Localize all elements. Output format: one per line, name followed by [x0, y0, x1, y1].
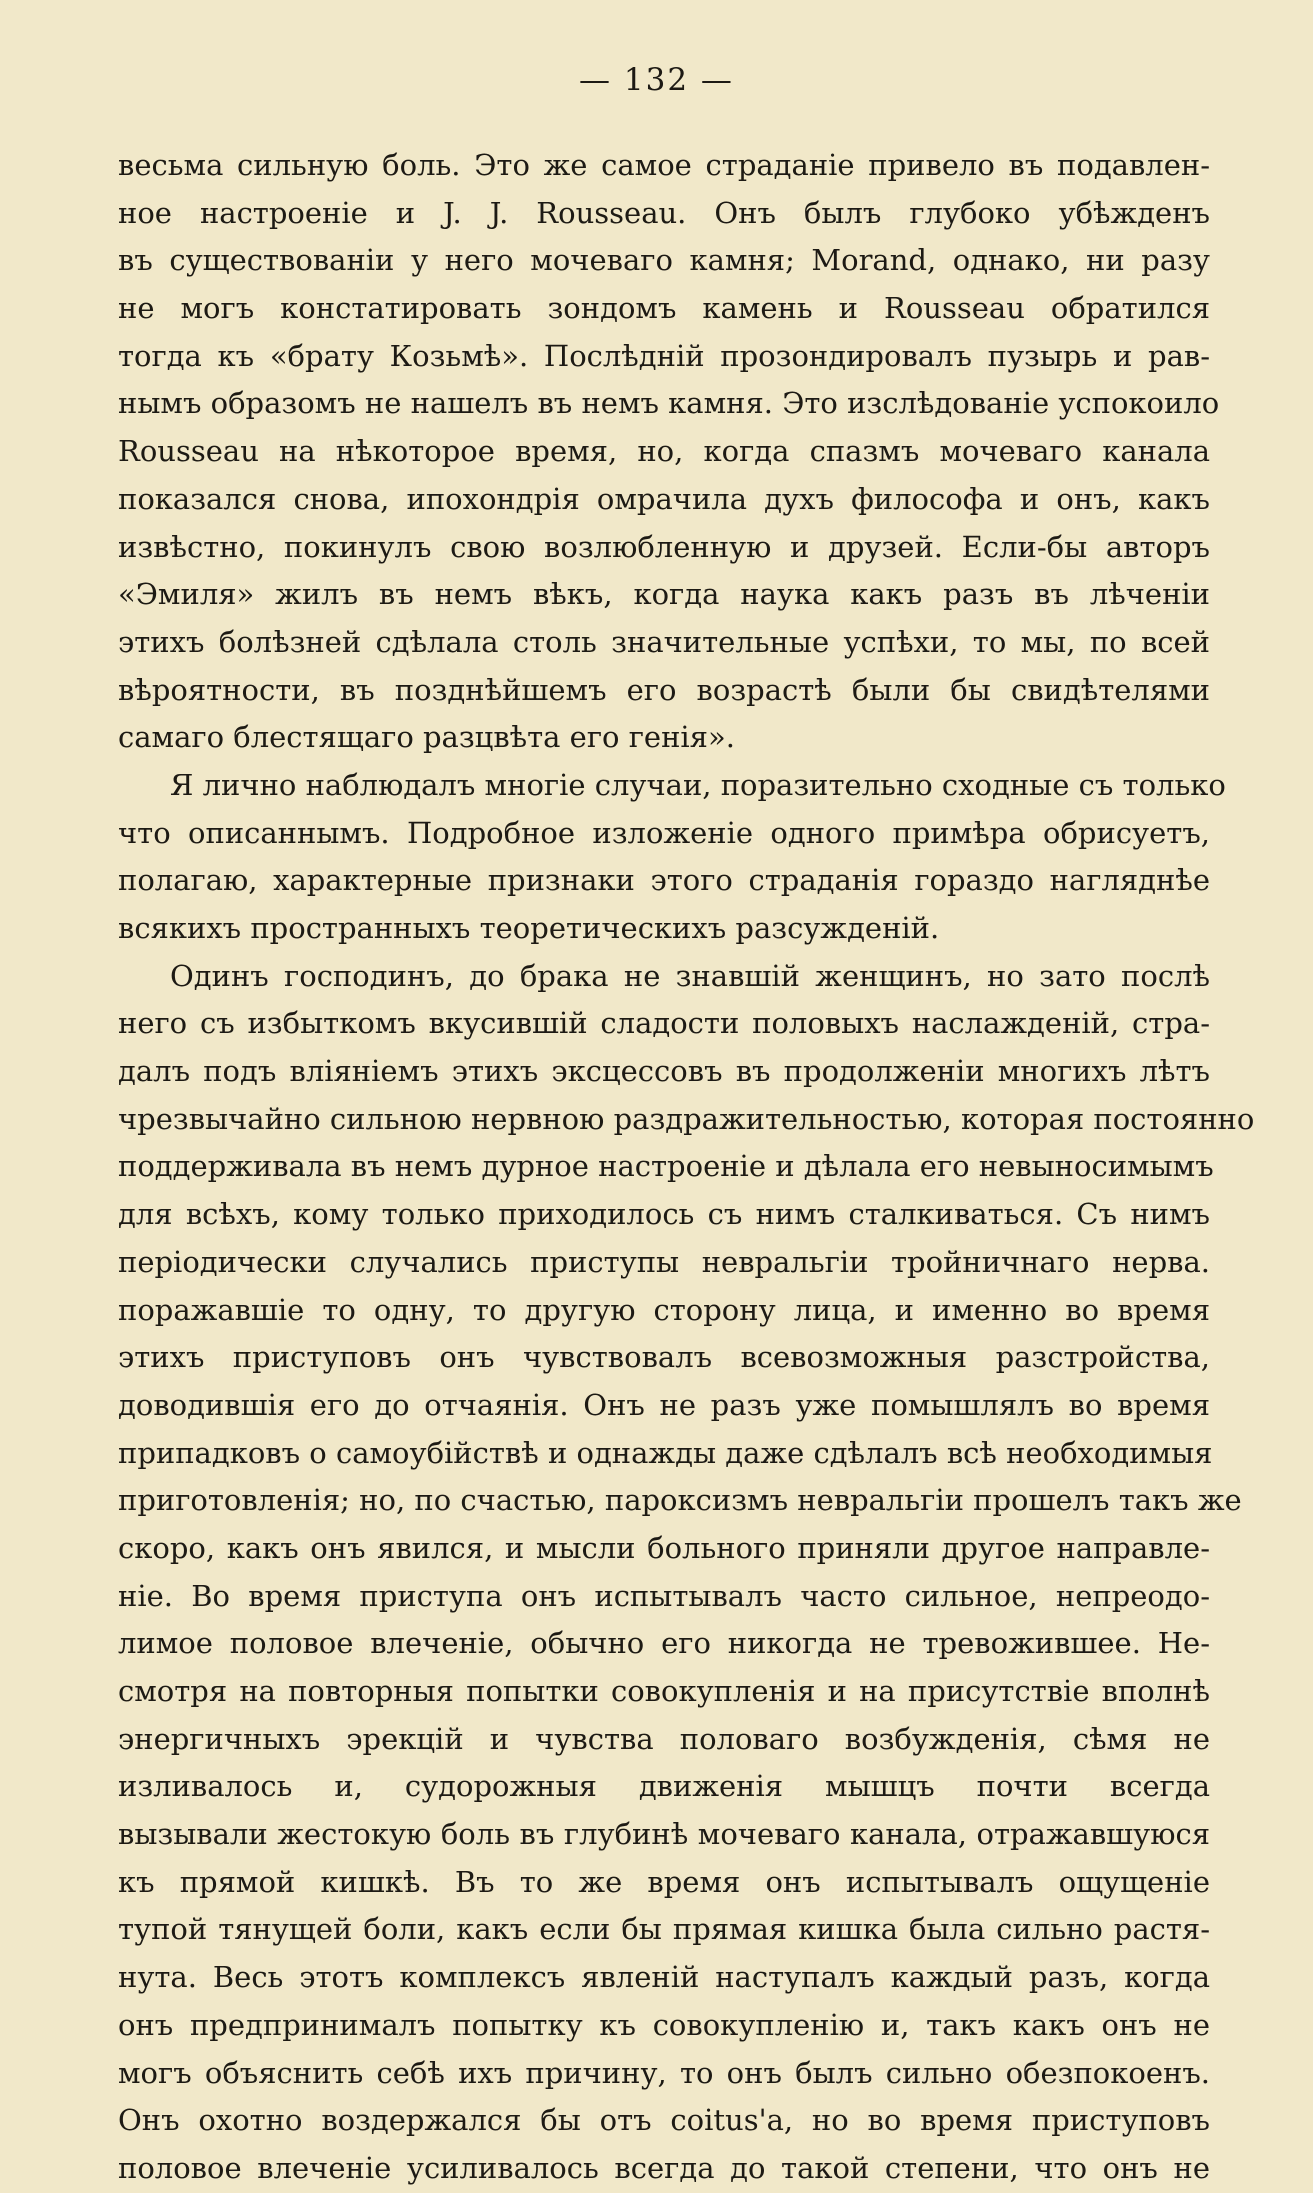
text-line: доводившія его до отчаянія. Онъ не разъ уже помышлялъ во время — [118, 1387, 1210, 1422]
text-line: показался снова, ипохондрія омрачила духъ философа и онъ, какъ — [118, 481, 1210, 516]
paragraph — [118, 762, 1226, 953]
text-line: приготовленія; но, по счастью, пароксизмъ невральгіи прошелъ такъ же — [118, 1483, 1242, 1518]
text-line: Одинъ господинъ, до брака не знавшій женщинъ, но зато послѣ — [170, 958, 1210, 993]
text-line: могъ объяснить себѣ ихъ причину, то онъ былъ сильно обезпокоенъ. — [118, 2055, 1210, 2090]
text-line: для всѣхъ, кому только приходилось съ нимъ сталкиваться. Съ нимъ — [118, 1197, 1210, 1232]
body-text — [118, 142, 1255, 2193]
text-line: самаго блестящаго разцвѣта его генія». — [118, 720, 735, 755]
text-line: тупой тянущей боли, какъ если бы прямая кишка была сильно растя- — [118, 1912, 1210, 1947]
text-line: вызывали жестокую боль въ глубинѣ мочеваго канала, отражавшуюся — [118, 1817, 1210, 1852]
text-line: поддерживала въ немъ дурное настроеніе и дѣлала его невыносимымъ — [118, 1149, 1214, 1184]
paragraph — [118, 953, 1255, 2193]
text-line: ное настроеніе и J. J. Rousseau. Онъ былъ глубоко убѣжденъ — [118, 195, 1210, 230]
page-number: — 132 — — [579, 62, 734, 98]
text-line: скоро, какъ онъ явился, и мысли больного приняли другое направле- — [118, 1530, 1210, 1565]
text-line: далъ подъ вліяніемъ этихъ эксцессовъ въ продолженіи многихъ лѣтъ — [118, 1054, 1210, 1089]
text-line: чрезвычайно сильною нервною раздражительностью, которая постоянно — [118, 1101, 1255, 1136]
text-line: въ существованіи у него мочеваго камня; Morand, однако, ни разу — [118, 243, 1210, 278]
text-line: всякихъ пространныхъ теоретическихъ разсужденій. — [118, 911, 940, 945]
text-line: «Эмиля» жилъ въ немъ вѣкъ, когда наука какъ разъ въ лѣченіи — [118, 577, 1210, 612]
text-line: періодически случались приступы невральгіи тройничнаго нерва. — [118, 1244, 1210, 1279]
text-line: припадковъ о самоубійствѣ и однажды даже сдѣлалъ всѣ необходимыя — [118, 1435, 1213, 1470]
text-line: поражавшіе то одну, то другую сторону лица, и именно во время — [118, 1292, 1210, 1327]
text-line: онъ предпринималъ попытку къ совокупленію и, такъ какъ онъ не — [118, 2007, 1210, 2042]
text-line: ніе. Во время приступа онъ испытывалъ часто сильное, непреодо- — [118, 1578, 1210, 1613]
text-line: него съ избыткомъ вкусившій сладости половыхъ наслажденій, стра- — [118, 1006, 1210, 1041]
text-line: Я лично наблюдалъ многіе случаи, поразительно сходные съ только — [170, 767, 1226, 802]
text-line: извѣстно, покинулъ свою возлюбленную и друзей. Если-бы авторъ — [118, 529, 1210, 564]
text-line: къ прямой кишкѣ. Въ то же время онъ испытывалъ ощущеніе — [118, 1864, 1210, 1899]
text-line: смотря на повторныя попытки совокупленія и на присутствіе вполнѣ — [118, 1674, 1210, 1708]
text-line: что описаннымъ. Подробное изложеніе одного примѣра обрисуетъ, — [118, 815, 1210, 850]
text-line: тогда къ «брату Козьмѣ». Послѣдній прозондировалъ пузырь и рав- — [118, 338, 1210, 373]
text-line: нымъ образомъ не нашелъ въ немъ камня. Это изслѣдованіе успокоило — [118, 386, 1220, 421]
text-line: этихъ приступовъ онъ чувствовалъ всевозможныя разстройства, — [118, 1340, 1210, 1375]
text-line: нута. Весь этотъ комплексъ явленій наступалъ каждый разъ, когда — [118, 1960, 1210, 1995]
text-line: не могъ констатировать зондомъ камень и Rousseau обратился — [118, 291, 1210, 326]
text-line: половое влеченіе усиливалось всегда до такой степени, что онъ не — [118, 2150, 1210, 2185]
text-line: Онъ охотно воздержался бы отъ coitus'а, но во время приступовъ — [118, 2103, 1210, 2138]
text-line: лимое половое влеченіе, обычно его никогда не тревожившее. Не- — [118, 1626, 1210, 1661]
text-line: энергичныхъ эрекцій и чувства половаго возбужденія, сѣмя не — [118, 1721, 1210, 1756]
paragraph — [118, 142, 1220, 762]
text-line: весьма сильную боль. Это же самое страданіе привело въ подавлен- — [118, 148, 1210, 182]
text-line: Rousseau на нѣкоторое время, но, когда спазмъ мочеваго канала — [118, 434, 1210, 469]
text-line: изливалось и, судорожныя движенія мышцъ почти всегда — [118, 1769, 1210, 1804]
text-line: полагаю, характерные признаки этого страданія гораздо нагляднѣе — [118, 863, 1210, 898]
text-line: этихъ болѣзней сдѣлала столь значительные успѣхи, то мы, по всей — [118, 624, 1210, 659]
text-line: вѣроятности, въ позднѣйшемъ его возрастѣ были бы свидѣтелями — [118, 672, 1210, 707]
